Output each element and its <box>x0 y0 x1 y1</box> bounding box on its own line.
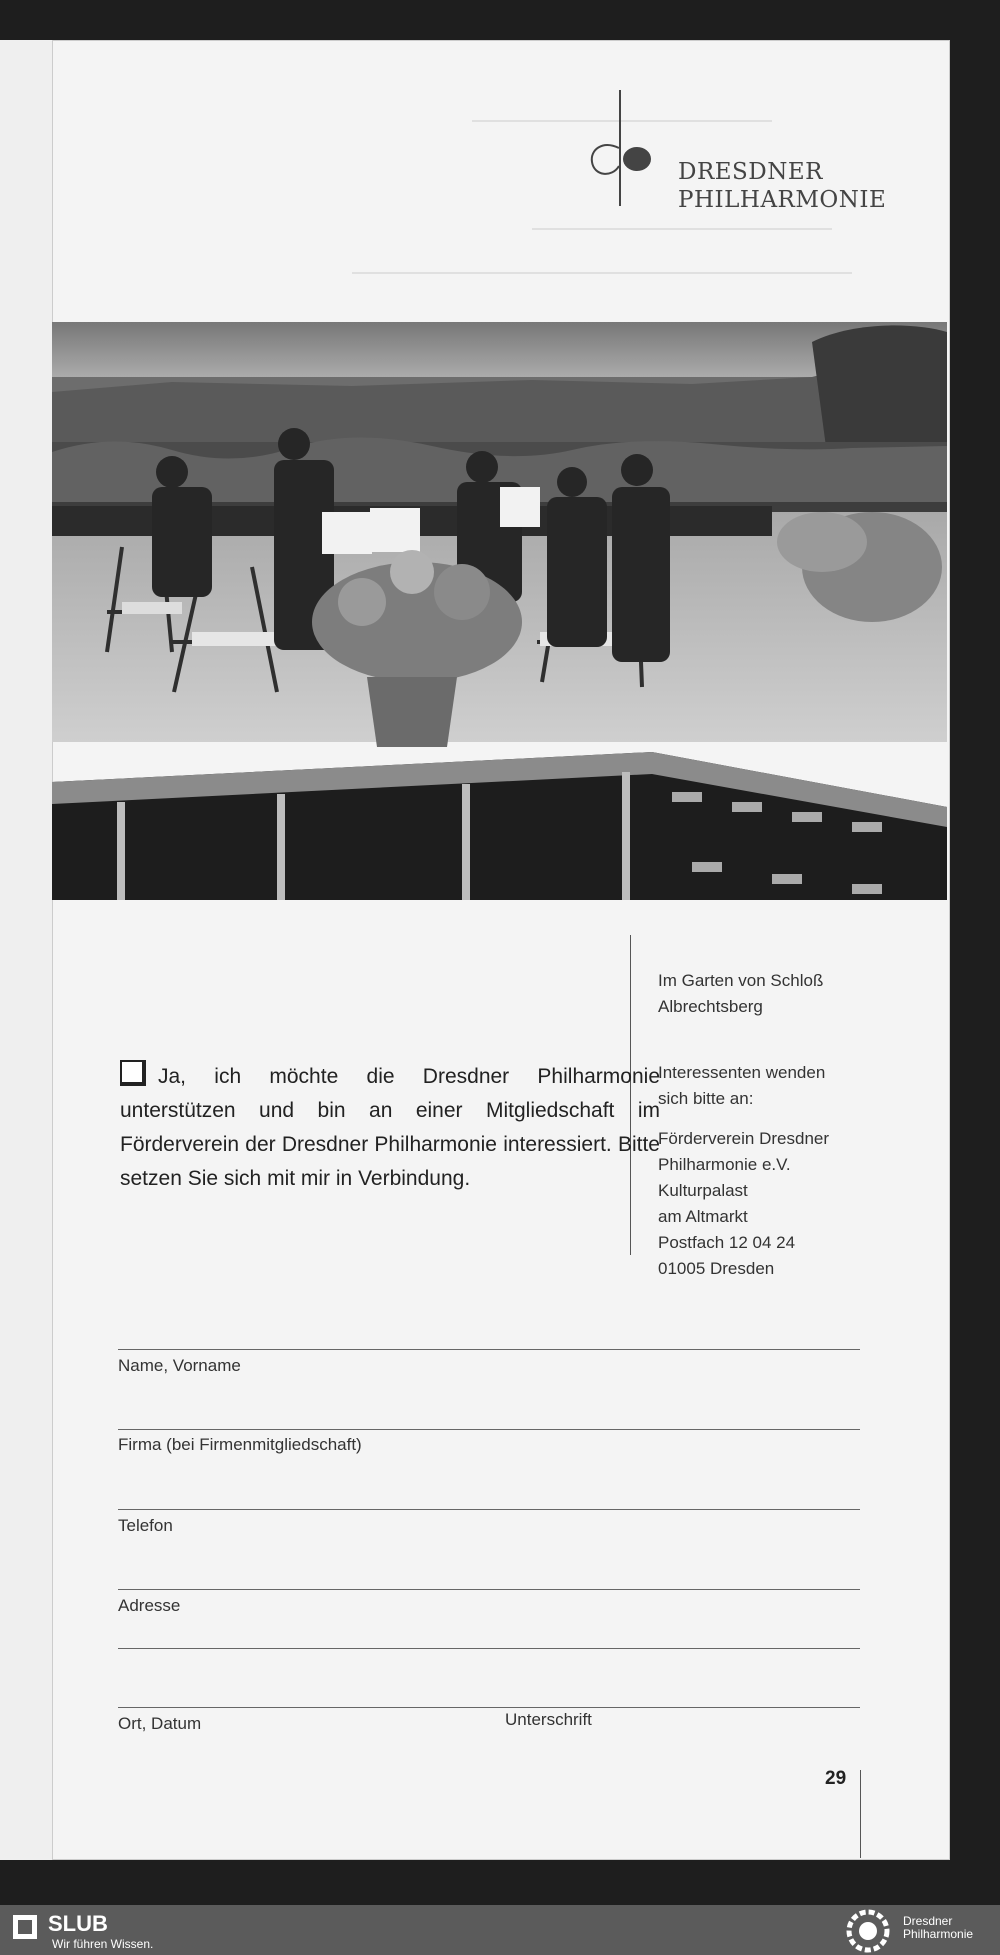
brochure-page <box>52 40 950 1860</box>
slub-logo-icon[interactable] <box>12 1914 38 1940</box>
partner-line-1: Dresdner <box>903 1914 953 1928</box>
logo-line-1: DRESDNER <box>678 159 823 185</box>
address-line: Förderverein Dresdner <box>658 1129 830 1148</box>
logo-text <box>678 158 886 214</box>
dresdner-philharmonie-logo <box>588 88 888 213</box>
company-line[interactable] <box>118 1429 860 1430</box>
page-number: 29 <box>825 1768 847 1789</box>
caption-line: Albrechtsberg <box>658 997 763 1016</box>
membership-text: Ja, ich möchte die Dresdner Philharmonie unterstützen und bin an einer Mitgliedschaft im Förderverein der Dresdner Philharmonie interessiert. Bitte setzen Sie sich mit mir in Verbindung. <box>120 1065 660 1190</box>
photo-caption <box>658 968 898 1020</box>
show-through-line <box>532 228 832 230</box>
slub-tagline: Wir führen Wissen. <box>52 1937 154 1951</box>
place-date-line[interactable] <box>118 1707 860 1708</box>
address-line: Philharmonie e.V. <box>658 1155 791 1174</box>
address-line: Postfach 12 04 24 <box>658 1233 796 1252</box>
show-through-line <box>352 272 852 274</box>
garden-concert-image <box>52 322 947 900</box>
name-line[interactable] <box>118 1349 860 1350</box>
intro-line: Interessenten wenden <box>658 1063 826 1082</box>
name-label: Name, Vorname <box>118 1356 241 1375</box>
membership-checkbox[interactable] <box>120 1060 146 1086</box>
logo-line-2: PHILHARMONIE <box>678 187 887 213</box>
address-label: Adresse <box>118 1596 181 1615</box>
membership-statement <box>120 1060 660 1196</box>
philharmonie-emblem-icon[interactable] <box>843 1909 893 1953</box>
slub-name[interactable]: SLUB <box>48 1911 108 1936</box>
address-line-1[interactable] <box>118 1589 860 1590</box>
partner-line-2: Philharmonie <box>903 1927 974 1941</box>
intro-line: sich bitte an: <box>658 1089 754 1108</box>
contact-intro <box>658 1060 898 1112</box>
company-label: Firma (bei Firmenmitgliedschaft) <box>118 1435 362 1454</box>
partner-name[interactable] <box>903 1915 973 1941</box>
signature-label: Unterschrift <box>505 1710 592 1729</box>
postal-address <box>658 1126 898 1282</box>
address-line: am Altmarkt <box>658 1207 748 1226</box>
contact-sidebar <box>658 968 898 1304</box>
page-number-rule <box>860 1770 861 1858</box>
place-date-label: Ort, Datum <box>118 1714 202 1733</box>
facing-page-edge <box>0 40 52 1860</box>
phone-line[interactable] <box>118 1509 860 1510</box>
viewer-footer <box>0 1905 1000 1955</box>
address-line: Kulturpalast <box>658 1181 748 1200</box>
address-line: 01005 Dresden <box>658 1259 775 1278</box>
phone-label: Telefon <box>118 1516 173 1535</box>
address-line-2[interactable] <box>118 1648 860 1649</box>
philharmonie-monogram-icon <box>588 88 668 208</box>
concert-photo <box>52 322 947 900</box>
caption-line: Im Garten von Schloß <box>658 971 824 990</box>
